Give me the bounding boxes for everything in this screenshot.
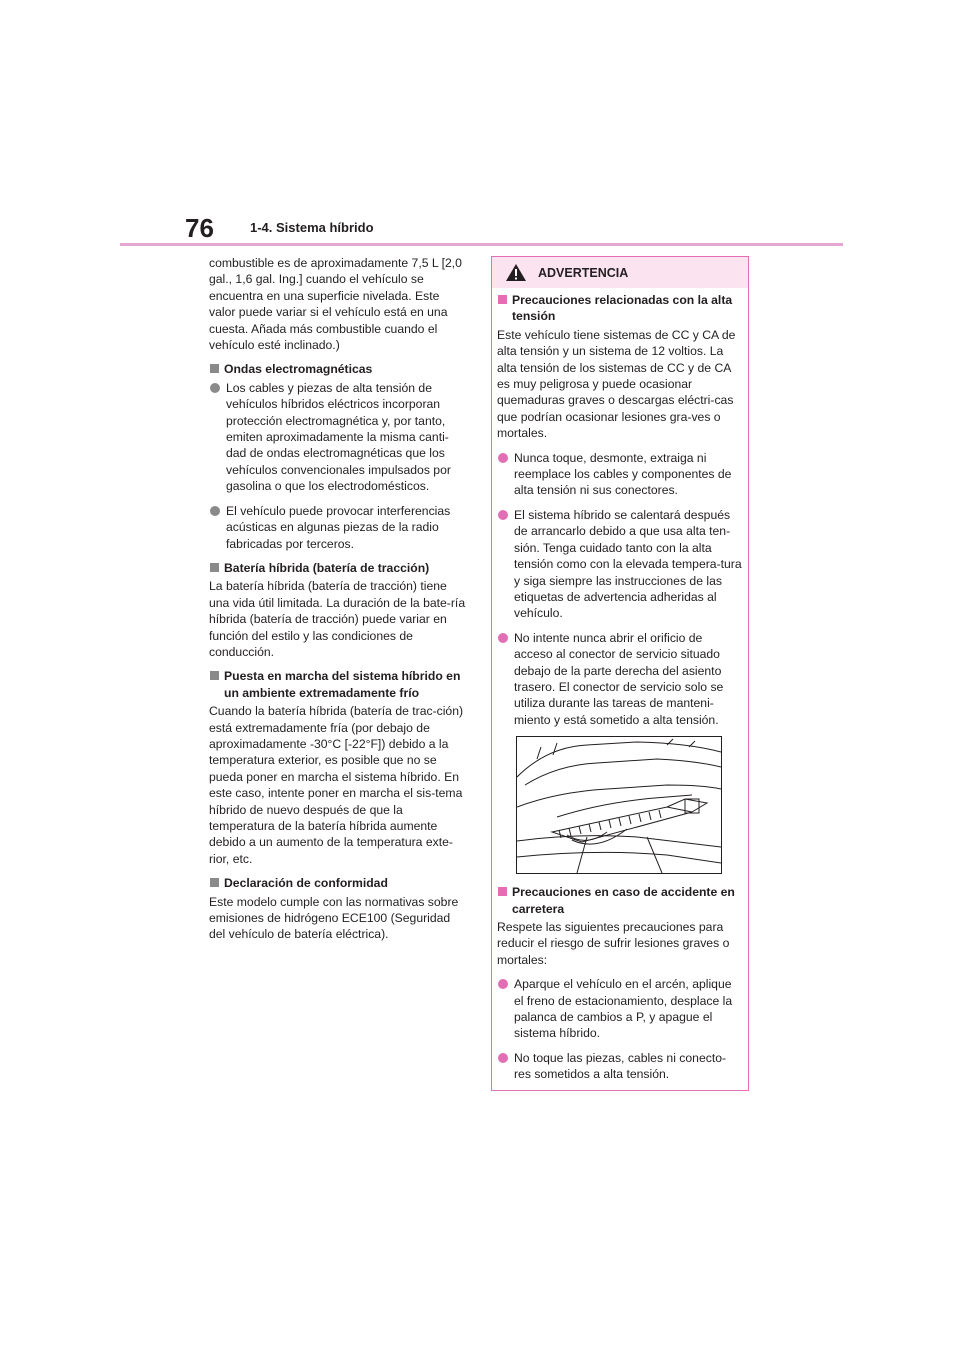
- bullet-item: [497, 976, 742, 1042]
- page-number: 76: [185, 213, 214, 243]
- bateria-paragraph: La batería híbrida (batería de tracción) tiene una vida útil limitada. La duración de la bate-ría híbrida (batería de tracción) puede variar en función del estilo y las condiciones de conducción.: [209, 579, 466, 659]
- bullet-item: [209, 380, 469, 495]
- header-rule: [120, 243, 843, 246]
- bullet-text: Nunca toque, desmonte, extraiga ni reemplace los cables y componentes de alta tensión ni sus conectores.: [514, 450, 732, 498]
- bullet-dot-icon: [498, 1053, 508, 1063]
- heading-accidente: Precauciones en caso de accidente en carretera: [497, 884, 742, 917]
- bullet-text: Aparque el vehículo en el arcén, aplique el freno de estacionamiento, desplace la palanca de cambios a P, y apague el sistema híbrido.: [514, 977, 733, 1041]
- bullet-dot-icon: [210, 383, 220, 393]
- warning-title: ADVERTENCIA: [538, 266, 629, 280]
- bullet-text: Los cables y piezas de alta tensión de vehículos híbridos eléctricos incorporan protección electromagnética y, por tanto, emiten aproximadamente la misma canti-dad de ondas electromagnéticas que los vehículos convencionales impulsados por gasolina o que los electrodomésticos.: [226, 380, 451, 494]
- conformidad-paragraph: Este modelo cumple con las normativas sobre emisiones de hidrógeno ECE100 (Seguridad del vehículo de batería eléctrica).: [209, 894, 459, 942]
- bullet-text: No intente nunca abrir el orificio de acceso al conector de servicio situado debajo de la parte derecha del asiento trasero. El conector de servicio solo se utiliza durante las tareas de manteni-miento y está sometido a alta tensión.: [514, 630, 724, 727]
- bullet-item: [497, 630, 742, 728]
- left-column: [209, 255, 469, 951]
- bullet-dot-icon: [498, 979, 508, 989]
- intro-paragraph: combustible es de aproximadamente 7,5 L [2,0 gal., 1,6 gal. Ing.] cuando el vehículo se encuentra en una superficie nivelada. Este valor puede variar si el vehículo está en una cuesta. Añada más combustible cuando el vehículo esté inclinado.): [209, 256, 462, 353]
- accidente-paragraph: Respete las siguientes precauciones para reducir el riesgo de sufrir lesiones graves o mortales:: [497, 919, 730, 967]
- bullet-item: [497, 1050, 742, 1083]
- bullet-dot-icon: [498, 510, 508, 520]
- bullet-dot-icon: [498, 633, 508, 643]
- heading-conformidad: Declaración de conformidad: [209, 875, 469, 891]
- heading-ondas: Ondas electromagnéticas: [209, 361, 469, 377]
- bullet-text: No toque las piezas, cables ni conecto-res sometidos a alta tensión.: [514, 1050, 727, 1082]
- bullet-dot-icon: [498, 453, 508, 463]
- warning-triangle-icon: [505, 263, 527, 282]
- warning-header: [492, 257, 748, 288]
- hybrid-battery-illustration: [516, 736, 722, 874]
- battery-under-seat-drawing: [517, 737, 721, 873]
- heading-frio: Puesta en marcha del sistema híbrido en un ambiente extremadamente frío: [209, 668, 469, 701]
- heading-alta-tension: Precauciones relacionadas con la alta tensión: [497, 292, 742, 325]
- section-title: 1-4. Sistema híbrido: [250, 220, 374, 235]
- bullet-text: El sistema híbrido se calentará después de arrancarlo debido a que usa alta ten-sión. Tenga cuidado tanto con la alta tensión como con la elevada tempera-tura y siga siempre las instrucciones de las etiquetas de advertencia adheridas al vehículo.: [514, 507, 742, 621]
- alta-tension-paragraph: Este vehículo tiene sistemas de CC y CA de alta tensión y un sistema de 12 voltios. La alta tensión de los sistemas de CC y de CA es muy peligrosa y puede ocasionar quemaduras graves o descargas eléctri-cas que podrían ocasionar lesiones gra-ves o mortales.: [497, 327, 736, 441]
- heading-bateria: Batería híbrida (batería de tracción): [209, 560, 469, 576]
- bullet-item: [497, 450, 742, 499]
- bullet-item: [497, 507, 742, 622]
- bullet-text: El vehículo puede provocar interferencias acústicas en algunas piezas de la radio fabricadas por terceros.: [226, 503, 451, 551]
- bullet-item: [209, 503, 469, 552]
- frio-paragraph: Cuando la batería híbrida (batería de trac-ción) está extremadamente fría (por debajo de aproximadamente -30°C [-22°F]) debido a la temperatura exterior, es posible que no se pueda poner en marcha el sistema híbrido. En este caso, intente poner en marcha el sis-tema híbrido de nuevo después de que la temperatura de la batería híbrida aumente debido a un aumento de la temperatura exte-rior, etc.: [209, 704, 464, 866]
- bullet-dot-icon: [210, 506, 220, 516]
- warning-box: [491, 256, 749, 1091]
- warning-body: [497, 292, 742, 1091]
